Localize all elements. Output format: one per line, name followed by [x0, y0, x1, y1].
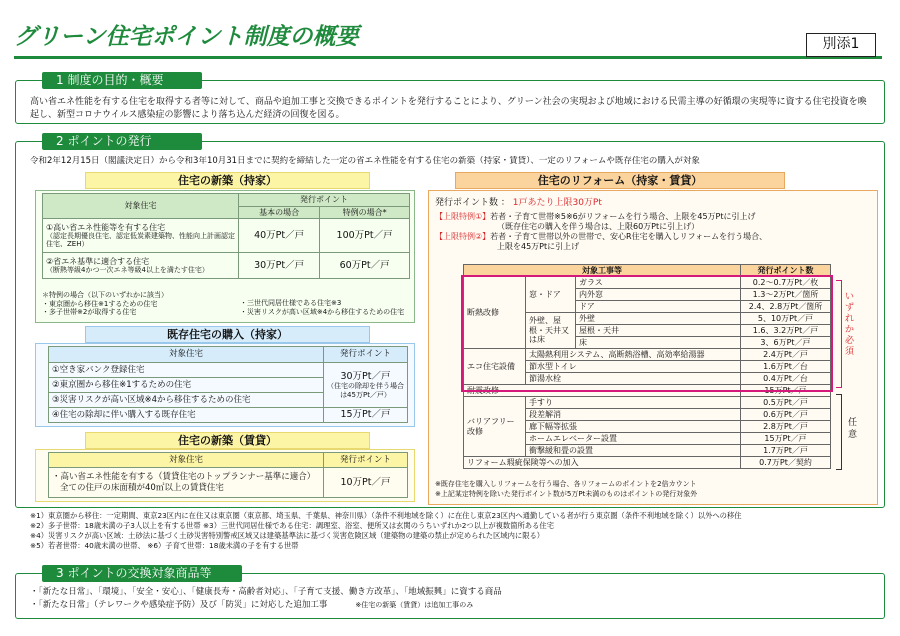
section-points-heading: 2 ポイントの発行 [42, 133, 202, 150]
table-row: ②東京圏から移住※1するための住宅 [49, 378, 324, 393]
page-title: グリーン住宅ポイント制度の概要 [14, 24, 359, 50]
col-basic: 基本の場合 [239, 206, 320, 219]
table-row: ③災害リスクが高い区域※4から移住するための住宅 [49, 393, 324, 408]
required-bracket [836, 280, 842, 388]
special-notes-right: ・三世代同居仕様である住宅※3 ・災害リスクが高い区域※4から移住するための住宅 [240, 299, 405, 316]
optional-bracket [836, 394, 842, 470]
existing-title: 既存住宅の購入（持家） [85, 326, 370, 343]
purpose-text: 高い省エネ性能を有する住宅を取得する者等に対して、商品や追加工事と交換できるポイントを発行することにより、グリーン社会の実現および地域における民需主導の好循環の実現等に資する住宅投資を喚起し、新型コロナウイルス感染症の影響により落ち込んだ経済の回復を図る。 [30, 97, 867, 120]
col-special: 特例の場合* [320, 206, 410, 219]
footnotes: ※1）東京圏から移住：一定期間、東京23区内に在住又は東京圏（東京都、埼玉県、千葉県、神奈川県）（条件不利地域を除く）に在住し東京23区内へ通勤している者が行う東京圏（条件不利地域を除く）以外への移住 ※2）多子世帯：18歳未満の子3人以上を有する世帯 ※3）三世代同居仕様である住宅：調理室、浴室、便所又は玄関のうちいずれか2つ以上が複数箇所ある住宅 ※4）災害リスクが高い区域：土砂法に基づく土砂災害特別警戒区域又は建築基準法に基づく災害危険区域（建築物の建築の禁止が定められた区域内に限る） ※5）若者世帯：40歳未満の世帯、 ※6）子育て世帯：18歳未満の子を有する世帯 [30, 511, 742, 550]
table-row: ④住宅の除却に伴い購入する既存住宅 [49, 408, 324, 423]
required-group-box [461, 275, 833, 392]
col-target: 対象住宅 [43, 194, 239, 219]
new-own-table: 対象住宅 発行ポイント 基本の場合 特例の場合* ①高い省エネ性能等を有する住宅 （認定長期優良住宅、認定低炭素建築物、性能向上計画認定住宅、ZEH） 40万Pt／戸 100万Pt／戸 ②省エネ基準に適合する住宅 （断熱等級4かつ一次エネ等級4以上を満たす住宅） 30万Pt／戸 60万Pt／戸 [42, 193, 410, 279]
attachment-badge: 別添1 [806, 33, 876, 57]
reform-notes: ※既存住宅を購入しリフォームを行う場合、各リフォームのポイントを2倍カウント ※上記某定特例を除いた発行ポイント数が5万Pt未満のものはポイントの発行対象外 [435, 480, 698, 498]
new-own-title: 住宅の新築（持家） [85, 172, 370, 189]
reform-table: 対象工事等 発行ポイント数 断熱改修 窓・ドア ガラス 0.2～0.7万Pt／枚 内外窓 1.3～2万Pt／箇所 ドア 2.4、2.8万Pt／箇所 外壁、屋根・天井又は床 外壁 5、10万Pt／戸 屋根・天井 1.6、3.2万Pt／戸 床 3、6万Pt／戸 エコ住宅設備 太陽熱利用システム、高断熱浴槽、高効率給湯器 2.4万Pt／戸 節水型トイレ 1.6万Pt／台 節湯水栓 0.4万Pt／台 耐震改修 15万Pt／戸 バリアフリー改修 手すり 0.5万Pt／戸 段差解消 0.6万Pt／戸 廊下幅等拡張 2.8万Pt／戸 ホームエレベーター設置 15万Pt／戸 衝撃緩和畳の設置 1.7万Pt／戸 リフォーム瑕疵保険等への加入 0.7万Pt／契約 [463, 264, 831, 469]
points-lead: 令和2年12月15日（閣議決定日）から令和3年10月31日までに契約を締結した一定の省エネ性能を有する住宅の新築（持家・賃貸）、一定のリフォームや既存住宅の購入が対象 [30, 156, 700, 166]
col-points: 発行ポイント [239, 194, 410, 207]
reform-points: 発行ポイント数 ： 1戸あたり上限30万Pt [435, 198, 602, 208]
reform-title: 住宅のリフォーム（持家・賃貸） [455, 172, 785, 189]
special-notes: ＊特例の場合（以下のいずれかに該当） ・東京圏から移住※1するための住宅 ・多子世帯※2が取得する住宅 [42, 291, 168, 316]
table-row: ①高い省エネ性能等を有する住宅 （認定長期優良住宅、認定低炭素建築物、性能向上計画認定住宅、ZEH） [43, 219, 239, 253]
section-exchange-heading: 3 ポイントの交換対象商品等 [42, 565, 242, 582]
rental-title: 住宅の新築（賃貸） [85, 432, 370, 449]
table-row: ①空き家バンク登録住宅 [49, 363, 324, 378]
exchange-list: ・「新たな日常」、「環境」、「安全・安心」、「健康長寿・高齢者対応」、「子育て支援、働き方改革」、「地域振興」に資する商品 ・「新たな日常」（テレワークや感染症予防）及び「防災」に対応した追加工事 ※住宅の新築（賃貸）は追加工事のみ [30, 587, 502, 610]
table-row: ・高い省エネ性能を有する（賃貸住宅のトップランナー基準に適合） 全ての住戸の床面積が40㎡以上の賃貸住宅 [49, 468, 324, 498]
required-label: いずれか必須 [845, 292, 855, 357]
section-purpose-heading: 1 制度の目的・概要 [42, 72, 202, 89]
rental-table: 対象住宅 発行ポイント ・高い省エネ性能を有する（賃貸住宅のトップランナー基準に適合） 全ての住戸の床面積が40㎡以上の賃貸住宅 10万Pt／戸 [48, 452, 408, 498]
reform-special: 【上限特例①】若者・子育て世帯※5※6がリフォームを行う場合、上限を45万Ptに引上げ （既存住宅の購入を伴う場合は、上限60万Ptに引上げ） 【上限特例②】若者・子育て世帯以外の世帯で、安心R住宅を購入しリフォームを行う場合、 上限を45万Ptに引上げ [435, 212, 768, 251]
existing-table: 対象住宅 発行ポイント ①空き家バンク登録住宅 30万Pt／戸 （住宅の除却を伴う場合は45万Pt／戸） ②東京圏から移住※1するための住宅 ③災害リスクが高い区域※4から移住するための住宅 ④住宅の除却に伴い購入する既存住宅 15万Pt／戸 [48, 346, 408, 423]
title-underline [14, 56, 882, 59]
optional-label: 任意 [848, 418, 858, 440]
table-row: ②省エネ基準に適合する住宅 （断熱等級4かつ一次エネ等級4以上を満たす住宅） [43, 253, 239, 279]
